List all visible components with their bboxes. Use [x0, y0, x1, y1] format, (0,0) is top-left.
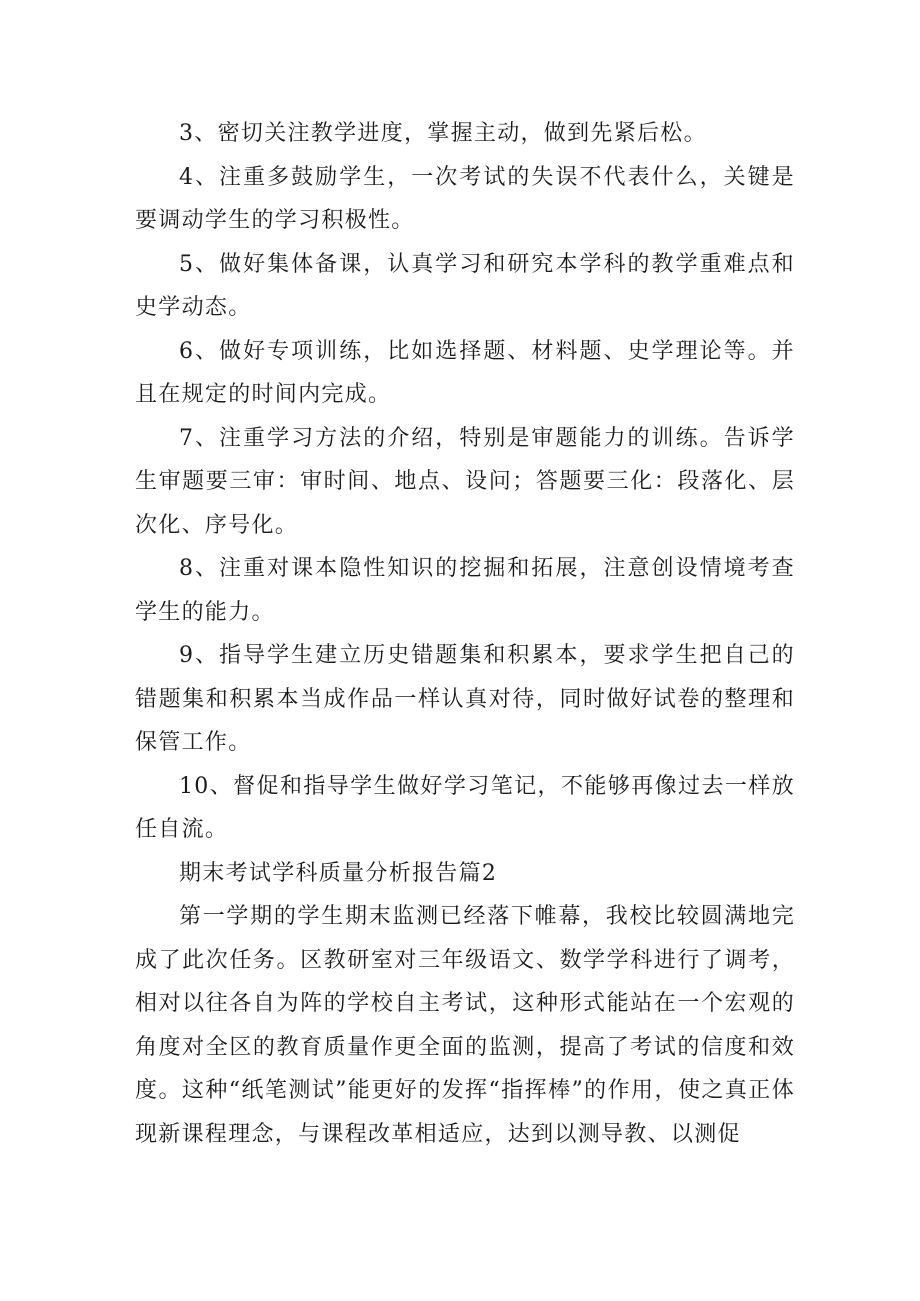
- intro-paragraph: 第一学期的学生期末监测已经落下帷幕，我校比较圆满地完成了此次任务。区教研室对三年级语文、数学学科进行了调考，相对以往各自为阵的学校自主考试，这种形式能站在一个宏观的角度对全区的教育质量作更全面的监测，提高了考试的信度和效度。这种“纸笔测试”能更好的发挥“指挥棒”的作用，使之真正体现新课程理念，与课程改革相适应，达到以测导教、以测促: [135, 904, 795, 1147]
- section-title: 期末考试学科质量分析报告篇2: [179, 860, 498, 886]
- list-item-4: 4、注重多鼓励学生，一次考试的失误不代表什么，关键是要调动学生的学习积极性。: [135, 164, 795, 233]
- list-item-7: 7、注重学习方法的介绍，特别是审题能力的训练。告诉学生审题要三审：审时间、地点、设问；答题要三化：段落化、层次化、序号化。: [135, 425, 795, 538]
- list-item-10: 10、督促和指导学生做好学习笔记，不能够再像过去一样放任自流。: [135, 773, 795, 842]
- list-item-8: 8、注重对课本隐性知识的挖掘和拓展，注意创设情境考查学生的能力。: [135, 556, 795, 625]
- list-item-6: 6、做好专项训练，比如选择题、材料题、史学理论等。并且在规定的时间内完成。: [135, 338, 795, 407]
- document-body: [135, 112, 795, 1156]
- list-item-9: 9、指导学生建立历史错题集和积累本，要求学生把自己的错题集和积累本当成作品一样认真对待，同时做好试卷的整理和保管工作。: [135, 643, 795, 755]
- list-item-5: 5、做好集体备课，认真学习和研究本学科的教学重难点和史学动态。: [135, 251, 795, 320]
- list-item-3: 3、密切关注教学进度，掌握主动，做到先紧后松。: [179, 121, 707, 146]
